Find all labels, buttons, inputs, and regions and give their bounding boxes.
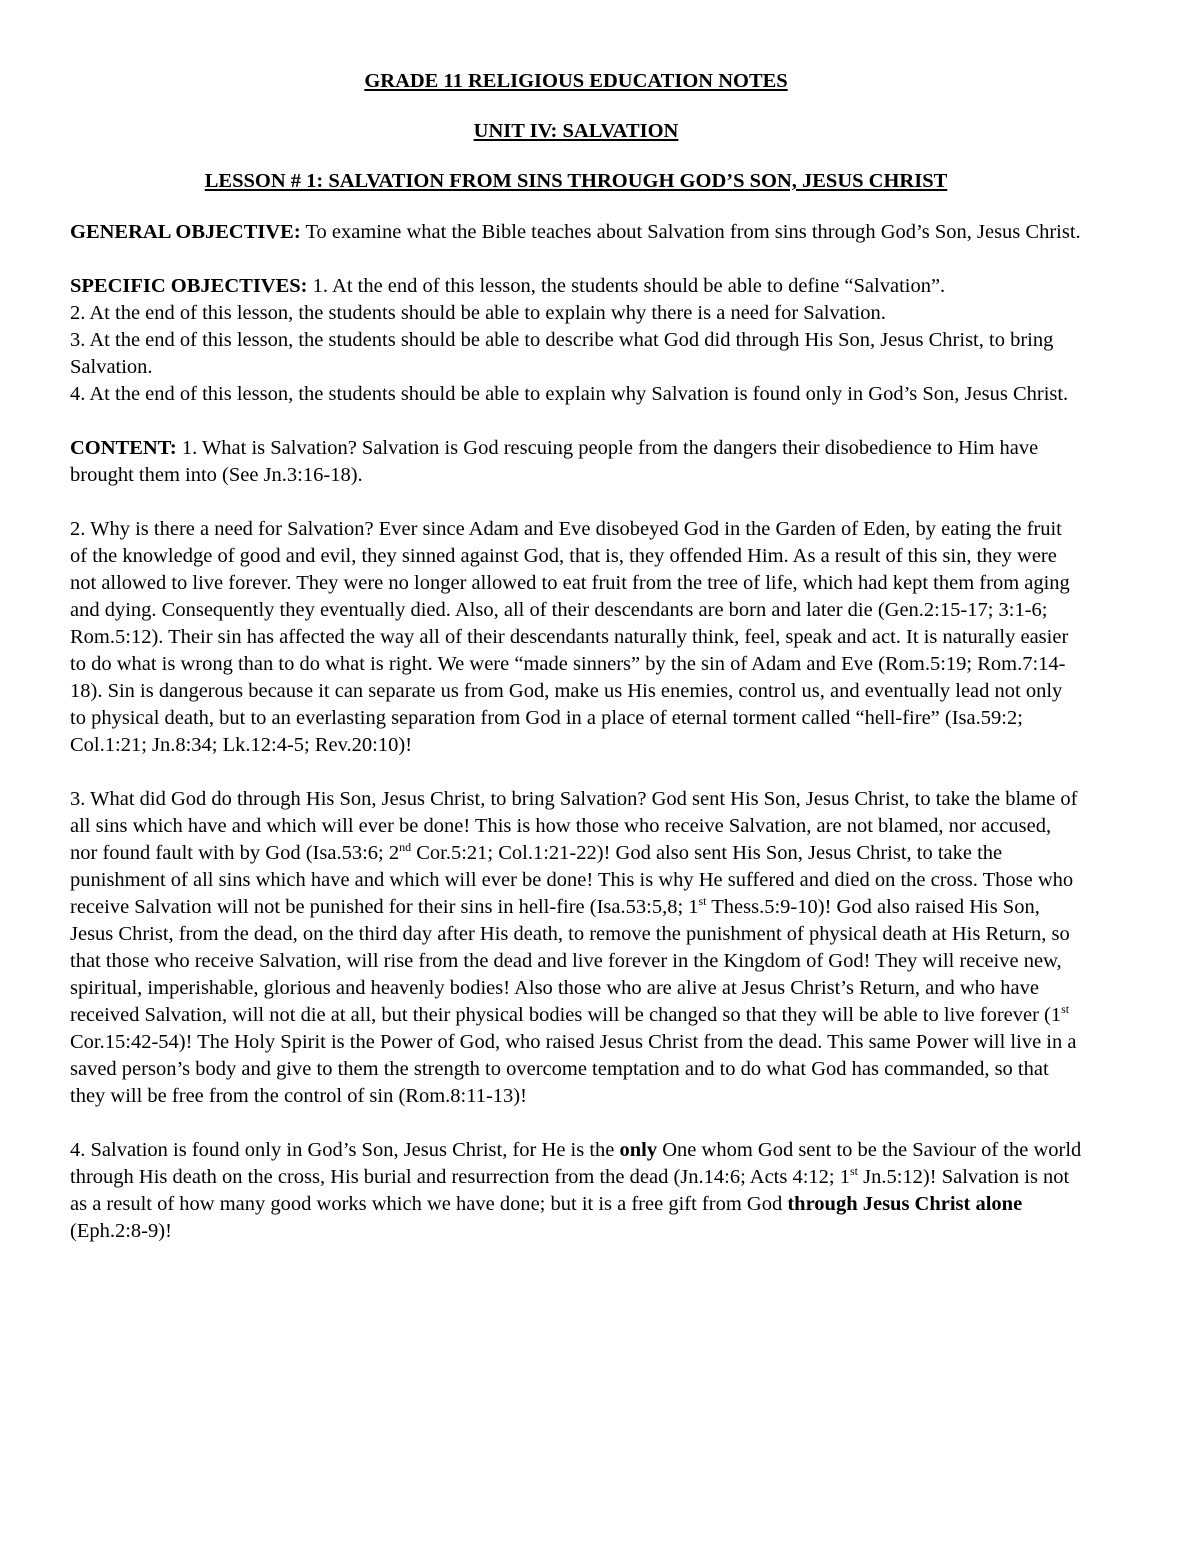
unit-heading: UNIT IV: SALVATION xyxy=(473,120,679,142)
content-paragraph-2: 2. Why is there a need for Salvation? Ever since Adam and Eve disobeyed God in the Garden of Eden, by eating the fruit of the knowledge of good and evil, they sinned against God, that is, they offended Him. As a result of this sin, they were not allowed to live forever. They were no longer allowed to eat fruit from the tree of life, which had kept them from aging and dying. Consequently they eventually died. Also, all of their descendants are born and later die (Gen.2:15-17; 3:1-6; Rom.5:12). Their sin has affected the way all of their descendants naturally think, feel, speak and act. It is naturally easier to do what is wrong than to do what is right. We were “made sinners” by the sin of Adam and Eve (Rom.5:19; Rom.7:14-18). Sin is dangerous because it can separate us from God, make us His enemies, control us, and eventually lead not only to physical death, but to an everlasting separation from God in a place of eternal torment called “hell-fire” (Isa.59:2; Col.1:21; Jn.8:34; Lk.12:4-5; Rev.20:10)! xyxy=(70,518,1070,756)
document-title: GRADE 11 RELIGIOUS EDUCATION NOTES xyxy=(364,70,788,92)
content-label: CONTENT: xyxy=(70,437,177,459)
lesson-heading: LESSON # 1: SALVATION FROM SINS THROUGH GOD’S SON, JESUS CHRIST xyxy=(204,170,948,192)
general-objective-label: GENERAL OBJECTIVE: xyxy=(70,221,301,243)
specific-objectives-label: SPECIFIC OBJECTIVES: xyxy=(70,275,308,297)
specific-objective-item: 1. At the end of this lesson, the students should be able to define “Salvation”. xyxy=(312,275,946,297)
content-paragraph-3: 3. What did God do through His Son, Jesus Christ, to bring Salvation? God sent His Son, Jesus Christ, to take the blame of all sins which have and which will ever be done! This is how those who receive Salvation, are not blamed, nor accused, nor found fault with by God (Isa.53:6; 2nd Cor.5:21; Col.1:21-22)! God also sent His Son, Jesus Christ, to take the punishment of all sins which have and which will ever be done! This is why He suffered and died on the cross. Those who receive Salvation will not be punished for their sins in hell-fire (Isa.53:5,8; 1st Thess.5:9-10)! God also raised His Son, Jesus Christ, from the dead, on the third day after His death, to remove the punishment of physical death at His Return, so that those who receive Salvation, will rise from the dead and live forever in the Kingdom of God! They will receive new, spiritual, imperishable, glorious and heavenly bodies! Also those who are alive at Jesus Christ’s Return, and who have received Salvation, will not die at all, but their physical bodies will be changed so that they will be able to live forever (1st Cor.15:42-54)! The Holy Spirit is the Power of God, who raised Jesus Christ from the dead. This same Power will live in a saved person’s body and give to them the strength to overcome temptation and to do what God has commanded, so that they will be free from the control of sin (Rom.8:11-13)! xyxy=(70,788,1078,1107)
content-paragraph-4: 4. Salvation is found only in God’s Son, Jesus Christ, for He is the only One whom God sent to be the Saviour of the world through His death on the cross, His burial and resurrection from the dead (Jn.14:6; Acts 4:12; 1st Jn.5:12)! Salvation is not as a result of how many good works which we have done; but it is a free gift from God through Jesus Christ alone (Eph.2:8-9)! xyxy=(70,1139,1082,1242)
content-section-1 xyxy=(70,435,1082,489)
content-section-4 xyxy=(70,1137,1082,1245)
specific-objective-item: 2. At the end of this lesson, the students should be able to explain why there is a need for Salvation. xyxy=(70,302,886,324)
specific-objectives-section xyxy=(70,273,1082,408)
general-objective-section xyxy=(70,219,1082,246)
general-objective-text: To examine what the Bible teaches about Salvation from sins through God’s Son, Jesus Christ. xyxy=(305,221,1081,243)
specific-objective-item: 3. At the end of this lesson, the students should be able to describe what God did through His Son, Jesus Christ, to bring Salvation. xyxy=(70,329,1054,378)
content-section-2 xyxy=(70,516,1082,759)
content-paragraph-1: 1. What is Salvation? Salvation is God rescuing people from the dangers their disobedience to Him have brought them into (See Jn.3:16-18). xyxy=(70,437,1039,486)
specific-objective-item: 4. At the end of this lesson, the students should be able to explain why Salvation is found only in God’s Son, Jesus Christ. xyxy=(70,383,1069,405)
content-section-3 xyxy=(70,786,1082,1110)
